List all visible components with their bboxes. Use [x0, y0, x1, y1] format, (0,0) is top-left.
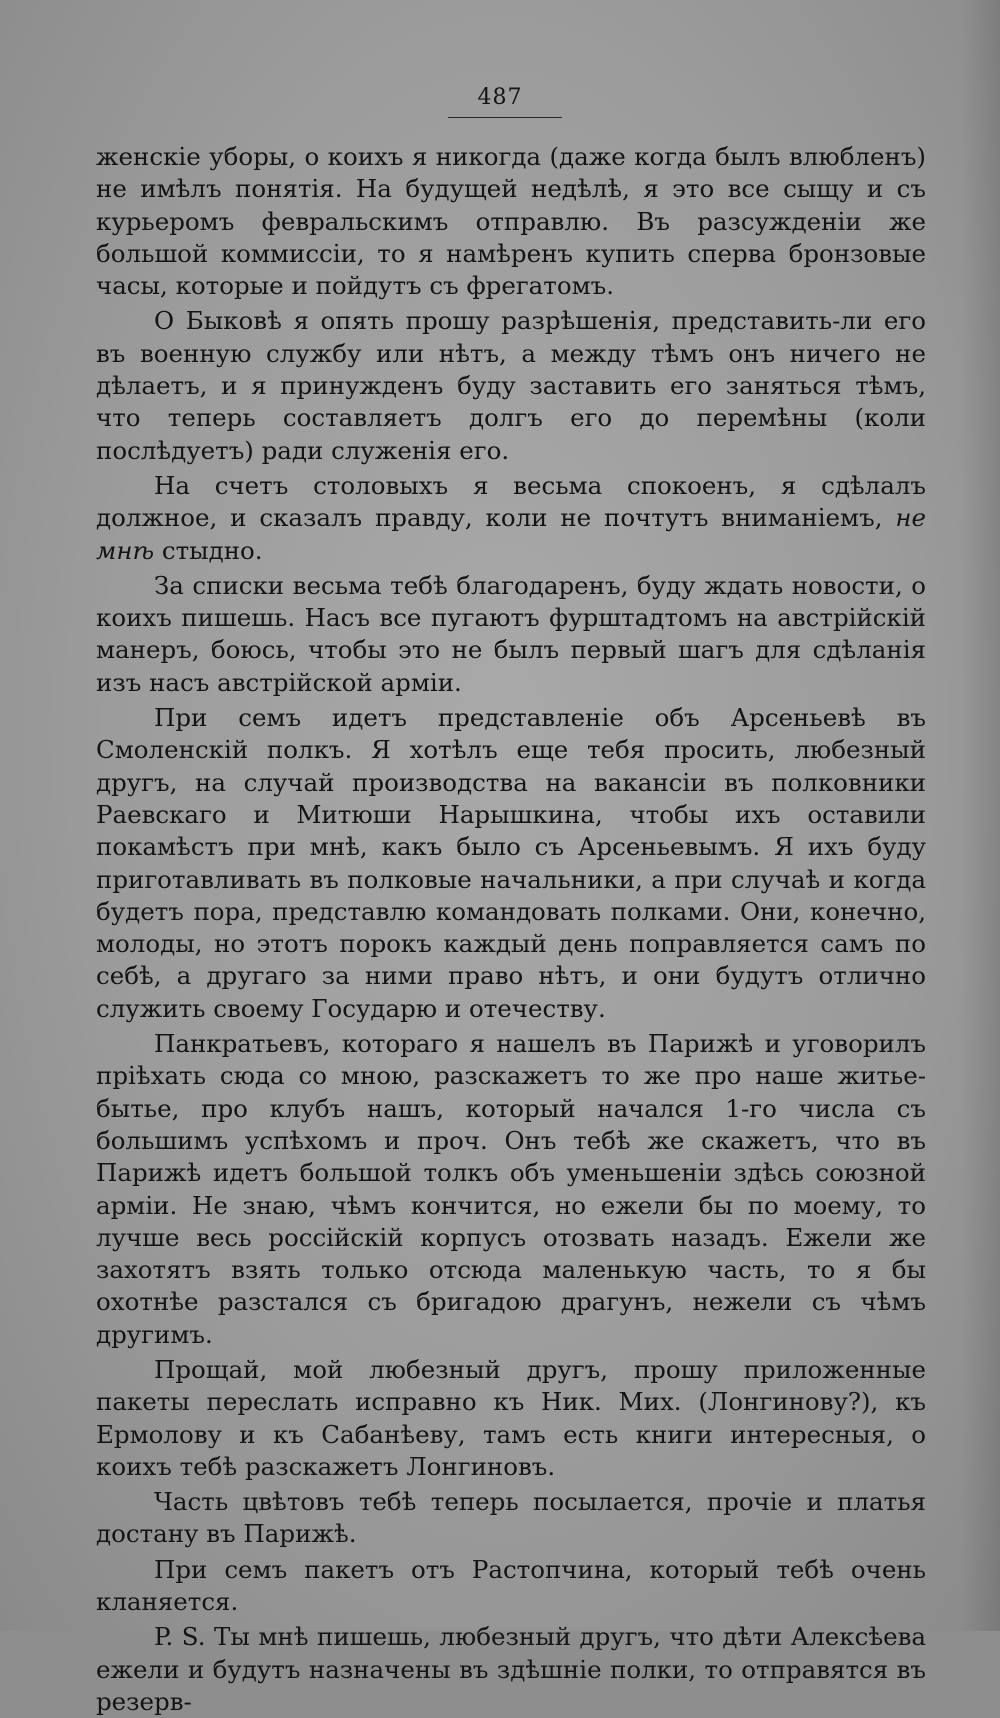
paragraph-text: На счетъ столовыхъ я весьма спокоенъ, я сдѣлалъ должное, и сказалъ правду, коли не почтутъ вниманіемъ, [96, 470, 926, 533]
paragraph-text: За списки весьма тебѣ благодаренъ, буду ждать новости, о коихъ пишешь. Насъ все пугаютъ фурштадтомъ на австрійскій манеръ, боюсь, чтобы это не былъ первый шагъ для сдѣланія изъ насъ австрійской арміи. [96, 570, 926, 697]
paragraph-text: При семъ пакетъ отъ Растопчина, который тебѣ очень кланяется. [96, 1554, 926, 1617]
paragraph [96, 570, 926, 699]
paragraph [96, 1554, 926, 1619]
paragraph [96, 702, 926, 1025]
paragraph-text: стыдно. [154, 535, 263, 565]
paragraph-text: Прощай, мой любезный другъ, прошу приложенные пакеты переслать исправно къ Ник. Мих. (Лонгинову?), къ Ермолову и къ Сабанѣеву, тамъ есть книги интересныя, о коихъ тебѣ разскажетъ Лонгиновъ. [96, 1354, 926, 1481]
paragraph-postscript [96, 1621, 926, 1718]
paragraph-text: женскіе уборы, о коихъ я никогда (даже когда былъ влюбленъ) не имѣлъ понятія. На будущей недѣлѣ, я это все сыщу и съ курьеромъ февральскимъ отправлю. Въ разсужденіи же большой коммиссіи, то я намѣренъ купить сперва бронзовые часы, которые и пойдутъ съ фрегатомъ. [96, 142, 926, 301]
paragraph [96, 1028, 926, 1351]
paragraph-text: Панкратьевъ, котораго я нашелъ въ Парижѣ и уговорилъ пріѣхать сюда со мною, разскажетъ то же про наше житье-бытье, про клубъ нашъ, который начался 1-го числа съ большимъ успѣхомъ и проч. Онъ тебѣ же скажетъ, что въ Парижѣ идетъ большой толкъ объ уменьшеніи здѣсь союзной арміи. Не знаю, чѣмъ кончится, но ежели бы по моему, то лучше весь россійскій корпусъ отозвать назадъ. Ежели же захотятъ взять только отсюда маленькую часть, то я бы охотнѣе разстался съ бригадою драгунъ, нежели съ чѣмъ другимъ. [96, 1029, 926, 1349]
paragraph [96, 470, 926, 567]
paragraph [96, 1354, 926, 1483]
page-number: 487 [477, 85, 523, 110]
page-text [96, 141, 926, 1718]
paragraph [96, 1486, 926, 1551]
page-number-rule [448, 117, 562, 118]
paragraph-text: При семъ идетъ представленіе объ Арсеньевѣ въ Смоленскій полкъ. Я хотѣлъ еще тебя просить, любезный другъ, на случай производства на вакансіи въ полковники Раевскаго и Митюши Нарышкина, чтобы ихъ оставили покамѣстъ при мнѣ, какъ было съ Арсеньевымъ. Я ихъ буду приготавливать въ полковые начальники, а при случаѣ и когда будетъ пора, представлю командовать полками. Они, конечно, молоды, но этотъ порокъ каждый день поправляется самъ по себѣ, а другаго за ними право нѣтъ, и они будутъ отлично служить своему Государю и отечеству. [96, 703, 926, 1023]
paragraph-text: Часть цвѣтовъ тебѣ теперь посылается, прочіе и платья достану въ Парижѣ. [96, 1487, 926, 1549]
paragraph [96, 305, 926, 466]
paragraph-continued [96, 141, 926, 302]
emphasized-text: не мнѣ [96, 503, 926, 565]
paragraph-text: О Быковѣ я опять прошу разрѣшенія, представить-ли его въ военную службу или нѣтъ, а между тѣмъ онъ ничего не дѣлаетъ, и я принужденъ буду заставить его заняться тѣмъ, что теперь составляетъ долгъ его до перемѣны (коли послѣдуетъ) ради служенія его. [96, 306, 926, 465]
paragraph-text: P. S. Ты мнѣ пишешь, любезный другъ, что дѣти Алексѣева ежели и будутъ назначены въ здѣшніе полки, то отправятся въ резерв- [96, 1622, 926, 1716]
page-edge-shadow [960, 0, 1000, 1631]
